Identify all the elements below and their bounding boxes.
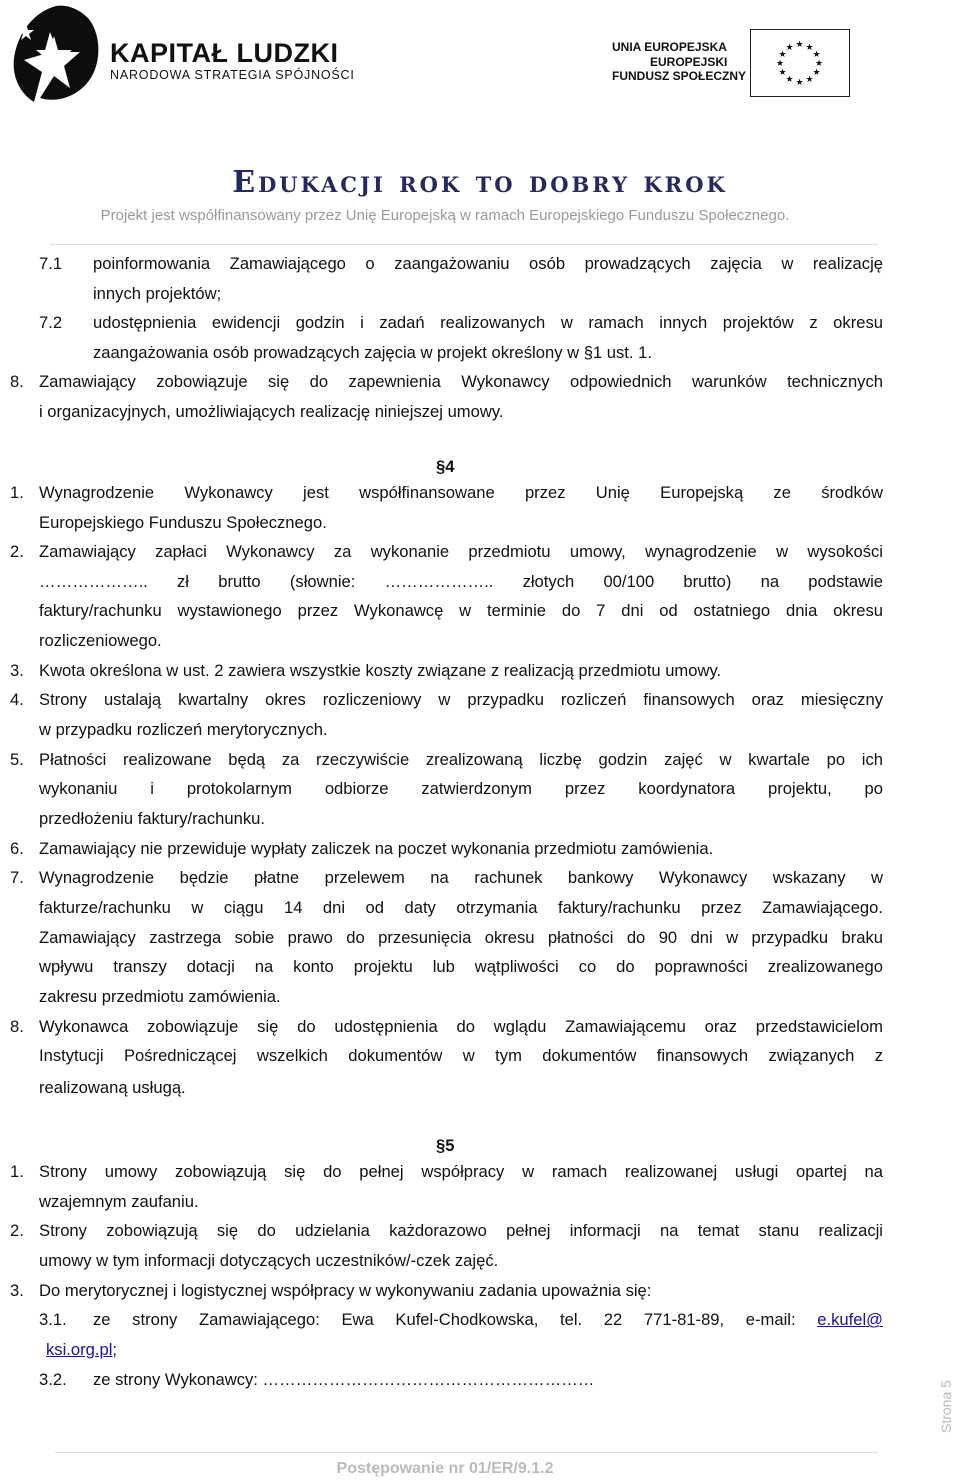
footer-divider — [55, 1452, 878, 1453]
paragraph-line — [46, 1340, 117, 1360]
paragraph-line: Płatności realizowane będą za rzeczywiście zrealizowaną liczbę godzin zajęć w kwartale po ich — [39, 750, 883, 769]
svg-text:★: ★ — [805, 43, 814, 53]
paragraph-line: innych projektów; — [93, 284, 222, 303]
paragraph-line: przedłożeniu faktury/rachunku. — [39, 809, 265, 828]
svg-text:★: ★ — [814, 59, 824, 69]
item-number: 1. — [10, 1162, 24, 1181]
item-number: 6. — [10, 839, 24, 858]
item-number: 2. — [10, 1221, 24, 1240]
svg-text:★: ★ — [785, 75, 794, 85]
paragraph-line: Instytucji Pośredniczącej wszelkich dokumentów w tym dokumentów finansowych związanych z — [39, 1046, 883, 1065]
email-link-part1[interactable]: e.kufel@ — [817, 1310, 883, 1329]
item-number: 3. — [10, 661, 24, 680]
eu-line-2: EUROPEJSKI — [650, 54, 728, 69]
paragraph-line: Zamawiający zastrzega sobie prawo do przesunięcia okresu płatności do 90 dni w przypadku braku — [39, 928, 883, 947]
svg-text:★: ★ — [785, 43, 794, 53]
paragraph-line: Strony umowy zobowiązują się do pełnej współpracy w ramach realizowanej usługi opartej na — [39, 1162, 883, 1181]
contact-text: ze strony Zamawiającego: Ewa Kufel-Chodkowska, tel. 22 771-81-89, e-mail: — [93, 1310, 796, 1329]
paragraph-line: w przypadku rozliczeń merytorycznych. — [39, 720, 328, 739]
eu-flag-icon — [750, 29, 850, 97]
svg-text:★: ★ — [812, 50, 821, 60]
item-number: 7. — [10, 868, 24, 887]
item-number: 5. — [10, 750, 24, 769]
eu-logo-text — [612, 40, 746, 84]
paragraph-line: Wynagrodzenie Wykonawcy jest współfinansowane przez Unię Europejską ze środków — [39, 483, 883, 502]
paragraph-line: wykonaniu i protokolarnym odbiorze zatwierdzonym przez koordynatora projektu, po — [39, 779, 883, 798]
item-number: 1. — [10, 483, 24, 502]
paragraph-line: zakresu przedmiotu zamówienia. — [39, 987, 281, 1006]
kapital-ludzki-subtitle: NARODOWA STRATEGIA SPÓJNOŚCI — [110, 68, 355, 82]
item-number: 3. — [10, 1281, 24, 1300]
item-number: 8. — [10, 1017, 24, 1036]
paragraph-line: Europejskiego Funduszu Społecznego. — [39, 513, 327, 532]
svg-text:★: ★ — [812, 68, 821, 78]
paragraph-line: Zamawiający nie przewiduje wypłaty zaliczek na poczet wykonania przedmiotu zamówienia. — [39, 839, 714, 858]
svg-text:★: ★ — [778, 50, 787, 60]
kapital-ludzki-emblem-icon — [4, 2, 104, 104]
item-number: 7.1 — [39, 254, 63, 273]
header-divider — [50, 244, 878, 245]
page-number-label: Strona 5 — [938, 1380, 954, 1433]
paragraph-line: poinformowania Zamawiającego o zaangażowaniu osób prowadzących zajęcia w realizację — [93, 254, 883, 273]
eu-line-3: FUNDUSZ SPOŁECZNY — [612, 69, 747, 83]
kapital-ludzki-logo — [4, 2, 104, 104]
project-banner: Edukacji rok to dobry krok — [232, 165, 728, 200]
paragraph-line: Zamawiający zobowiązuje się do zapewnienia Wykonawcy odpowiednich warunków technicznych — [39, 372, 883, 391]
section-heading-5: §5 — [436, 1136, 455, 1155]
paragraph-line: Strony ustalają kwartalny okres rozliczeniowy w przypadku rozliczeń finansowych oraz miesięczny — [39, 690, 883, 709]
paragraph-line: udostępnienia ewidencji godzin i zadań realizowanych w ramach innych projektów z okresu — [93, 313, 883, 332]
paragraph-line: wpływu transzy dotacji na konto projektu lub wątpliwości co do poprawności zrealizowanego — [39, 957, 883, 976]
svg-text:★: ★ — [795, 78, 804, 88]
eu-line-1: UNIA EUROPEJSKA — [612, 40, 727, 54]
punctuation: ; — [112, 1340, 118, 1359]
section-heading-4: §4 — [436, 457, 455, 476]
kapital-ludzki-title: KAPITAŁ LUDZKI — [110, 38, 339, 68]
email-link-part2[interactable]: ksi.org.pl — [46, 1340, 113, 1359]
paragraph-line: umowy w tym informacji dotyczących uczestników/-czek zajęć. — [39, 1251, 499, 1270]
paragraph-line: zaangażowania osób prowadzących zajęcia w projekt określony w §1 ust. 1. — [93, 343, 652, 362]
item-number: 7.2 — [39, 313, 63, 332]
paragraph-line: i organizacyjnych, umożliwiających realizację niniejszej umowy. — [39, 402, 504, 421]
item-number: 2. — [10, 542, 24, 561]
item-number: 3.1. — [39, 1310, 67, 1329]
paragraph-line: Do merytorycznej i logistycznej współpracy w wykonywaniu zadania upoważnia się: — [39, 1281, 652, 1300]
page-number-vertical — [928, 1365, 960, 1435]
paragraph-line: fakturze/rachunku w ciągu 14 dni od daty otrzymania faktury/rachunku przez Zamawiającego. — [39, 898, 883, 917]
paragraph-line: Strony zobowiązują się do udzielania każdorazowo pełnej informacji na temat stanu realizacji — [39, 1221, 883, 1240]
svg-text:★: ★ — [805, 75, 814, 85]
cofinancing-note: Projekt jest współfinansowany przez Unię Europejską w ramach Europejskiego Funduszu Społecznego. — [100, 207, 790, 224]
paragraph-line: ……………….. zł brutto (słownie: ……………….. złotych 00/100 brutto) na podstawie — [39, 572, 883, 591]
paragraph-line: rozliczeniowego. — [39, 631, 162, 650]
item-number: 4. — [10, 690, 24, 709]
item-number: 8. — [10, 372, 24, 391]
paragraph-line: faktury/rachunku wystawionego przez Wykonawcę w terminie do 7 dni od ostatniego dnia okresu — [39, 601, 883, 620]
svg-text:★: ★ — [775, 59, 785, 69]
paragraph-line: realizowaną usługą. — [39, 1078, 186, 1097]
svg-text:★: ★ — [778, 68, 787, 78]
paragraph-line — [93, 1310, 883, 1330]
footer-reference: Postępowanie nr 01/ER/9.1.2 — [336, 1460, 554, 1477]
svg-text:★: ★ — [795, 40, 804, 50]
paragraph-line: Wykonawca zobowiązuje się do udostępnienia do wglądu Zamawiającemu oraz przedstawicielom — [39, 1017, 883, 1036]
paragraph-line: ze strony Wykonawcy: …………………………………………………… — [93, 1370, 595, 1389]
paragraph-line: Zamawiający zapłaci Wykonawcy za wykonanie przedmiotu umowy, wynagrodzenie w wysokości — [39, 542, 883, 561]
paragraph-line: wzajemnym zaufaniu. — [39, 1192, 199, 1211]
paragraph-line: Kwota określona w ust. 2 zawiera wszystkie koszty związane z realizacją przedmiotu umowy. — [39, 661, 722, 680]
paragraph-line: Wynagrodzenie będzie płatne przelewem na rachunek bankowy Wykonawcy wskazany w — [39, 868, 883, 887]
item-number: 3.2. — [39, 1370, 67, 1389]
